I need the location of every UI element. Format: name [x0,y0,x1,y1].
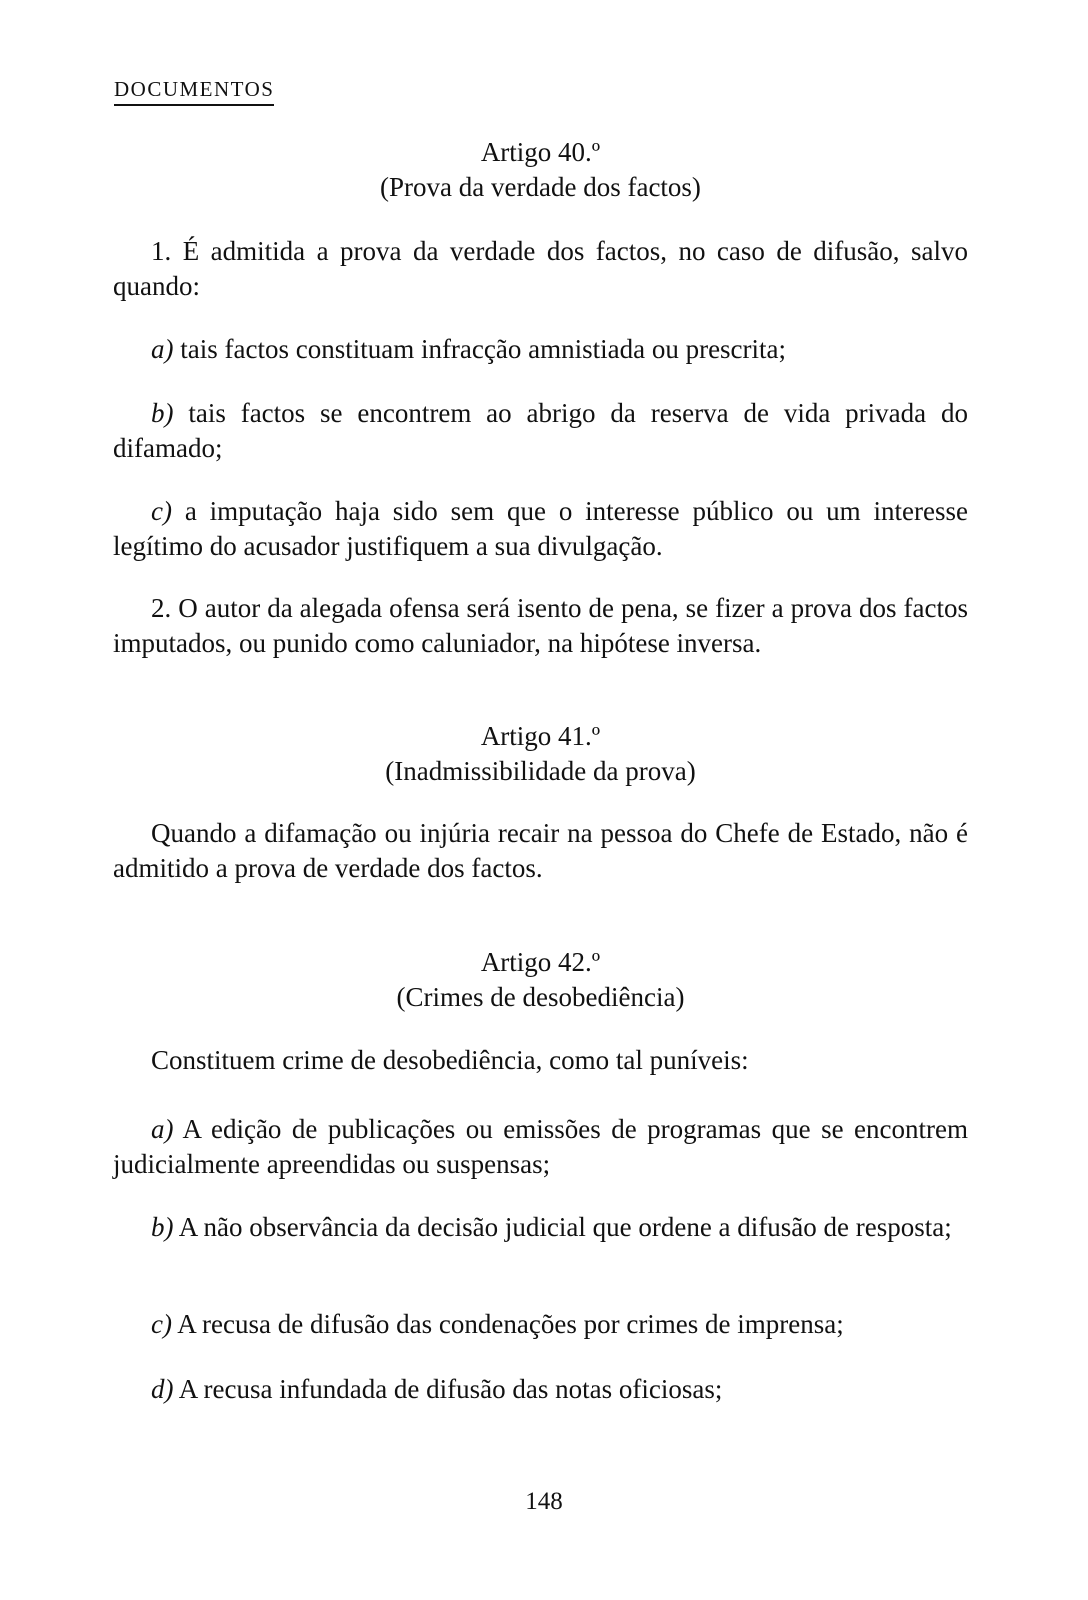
article-42-item-a [113,1112,968,1182]
article-40-paragraph-1: 1. É admitida a prova da verdade dos factos, no caso de difusão, salvo quando: [113,236,968,301]
item-text: A recusa infundada de difusão das notas oficiosas; [173,1374,723,1404]
article-42-item-d [113,1372,968,1407]
running-head: DOCUMENTOS [114,76,274,106]
article-42-item-c [113,1307,968,1342]
item-label: b) [151,398,174,428]
item-text: tais factos se encontrem ao abrigo da reserva de vida privada do difamado; [113,398,968,463]
item-text: A recusa de difusão das condenações por crimes de imprensa; [171,1309,844,1339]
item-text: A edição de publicações ou emissões de programas que se encontrem judicialmente apreendidas ou suspensas; [113,1114,968,1179]
article-42-subtitle: (Crimes de desobediência) [396,982,685,1012]
item-label: b) [151,1212,174,1242]
article-40-paragraph-2: 2. O autor da alegada ofensa será isento de pena, se fizer a prova dos factos imputados, ou punido como caluniador, na hipótese inversa. [113,593,968,658]
item-label: a) [151,334,174,364]
article-40-item-a [113,332,968,367]
article-40-subtitle: (Prova da verdade dos factos) [380,172,701,202]
item-text: A não observância da decisão judicial que ordene a difusão de resposta; [173,1212,952,1242]
item-label: c) [151,496,172,526]
article-40-item-b [113,396,968,466]
item-label: c) [151,1309,172,1339]
article-42-intro: Constituem crime de desobediência, como tal puníveis: [151,1045,749,1075]
article-40-title: Artigo 40.º [480,137,601,167]
item-text: tais factos constituam infracção amnistiada ou prescrita; [173,334,787,364]
item-text: a imputação haja sido sem que o interesse público ou um interesse legítimo do acusador justifiquem a sua divulgação. [113,496,968,561]
article-40-heading [113,135,968,205]
article-42-item-b [113,1210,968,1245]
page-number: 148 [525,1488,563,1515]
article-41-title: Artigo 41.º [480,721,601,751]
article-40-item-c [113,494,968,564]
article-42-heading [113,945,968,1015]
article-41-heading [113,719,968,789]
item-label: d) [151,1374,174,1404]
article-41-paragraph-1: Quando a difamação ou injúria recair na pessoa do Chefe de Estado, não é admitido a prova de verdade dos factos. [113,818,968,883]
item-label: a) [151,1114,174,1144]
article-42-title: Artigo 42.º [480,947,601,977]
article-41-subtitle: (Inadmissibilidade da prova) [385,756,696,786]
